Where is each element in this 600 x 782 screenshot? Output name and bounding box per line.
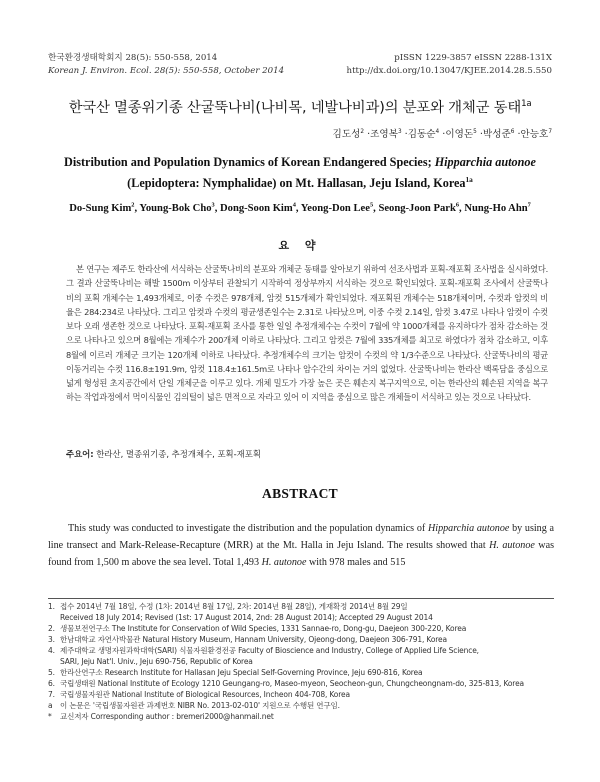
title-korean-text: 한국산 멸종위기종 산굴뚝나비(나비목, 네발나비과)의 분포와 개체군 동태 — [68, 100, 522, 116]
author-separator: · — [439, 129, 446, 140]
title-english-species: Hipparchia autonoe — [434, 155, 536, 169]
author-name-en: Yeong-Don Lee — [300, 203, 370, 214]
abstract-korean: 본 연구는 제주도 한라산에 서식하는 산굴뚝나비의 분포와 개체군 동태를 알아보기 위하여 선조사법과 포획-재포획 조사법을 실시하였다. 그 결과 산굴뚝나비는 해발 1500m 이상부터 관찰되기 시작하여 정상부까지 서식하는 것으로 확인되었다. 포획-재포획 조사에서 산굴뚝나비의 포획 개체수는 1,493개체로, 이중 수컷은 978개체, 암컷 515개체가 확인되었다. 재포획된 개체수는 518개체이며, 수컷과 암컷의 비율은 284:234로 나타났다. 그리고 암컷과 수컷의 평균생존일수는 2.31로 나타났으며, 이중 수컷 2.14일, 암컷 3.47로 나타나 암컷이 수컷 보다 오래 생존한 것으로 나타났다. 포획-재포획 조사를 통한 일일 추정개체수는 수컷이 7월에 약 1000개체를 유지하다가 점차 감소하는 것으로 나타나고 있으며 8월에는 개체수가 200개체 이하로 나타났다. 그리고 암컷은 7월에 335개체를 최고로 하였다가 점차 감소하고, 이후 8월에 이르러 개체군 크기는 120개체 이하로 나타났다. 추정개체수의 크기는 암컷이 수컷의 약 1/3수준으로 나타났다. 산굴뚝나비의 평균 이동거리는 수컷 116.8±191.9m, 암컷 118.4±161.5m로 나타나 암수간의 차이는 거의 없었다. 산굴뚝나비는 한라산 백록담을 중심으로 넓게 형성된 초지공간에서 단일 개체군을 이루고 있다. 개체 밀도가 가장 높은 곳은 훼손지 복구지역으로, 이는 한라산의 훼손된 지역을 복구하는 작업과정에서 먹이식물인 김의털이 넓은 면적으로 자라고 있어 이 지역을 중심으로 많은 개체들이 서식하고 있는 것으로 나타났다. — [66, 264, 548, 403]
author-name-en: Seong-Joon Park — [378, 203, 456, 214]
abstract-en-text: was found from 1,500 m above the sea level. Total 1,493 — [48, 540, 554, 568]
abstract-english-heading: ABSTRACT — [262, 486, 338, 501]
footnote-line: 국립생물자원관 National Institute of Biological Resources, Incheon 404-708, Korea — [60, 690, 350, 700]
author-affiliation-mark: 5 — [369, 201, 374, 209]
footnote-line: 이 논문은 '국립생물자원관 과제번호 NIBR No. 2013-02-010' 지원으로 수행된 연구임. — [60, 701, 340, 711]
author-name-en: Nung-Ho Ahn — [464, 203, 528, 214]
author-name-kr: 박성준 — [482, 129, 511, 140]
author-separator: , — [134, 203, 140, 214]
author-separator: · — [514, 129, 521, 140]
abstract-en-text: by using a line transect and Mark-Release-Recapture (MRR) at the Mt. Halla in Jeju Island. The results showed that — [48, 523, 554, 551]
footnote-divider — [48, 598, 554, 599]
abstract-en-text: This study was conducted to investigate the distribution and the population dynamics of — [68, 523, 428, 534]
footnote-line: 생물보전연구소 The Institute for Conservation of Wild Species, 1331 Sannae-ro, Dong-gu, Daejeon 300-220, Korea — [60, 624, 467, 634]
footnote — [48, 689, 554, 700]
footnote — [48, 700, 554, 711]
authors-english — [30, 203, 570, 214]
abstract-en-species: H. autonoe — [489, 540, 535, 551]
footnote-line: 교신저자 Corresponding author : bremeri2000@hanmail.net — [60, 712, 274, 722]
author-affiliation-mark: 7 — [527, 201, 531, 209]
title-english-note: 1a — [465, 174, 473, 184]
footnote-line: 한라산연구소 Research Institute for Hallasan Jeju Special Self-Governing Province, Jeju 690-816, Korea — [60, 668, 423, 678]
footnote-mark: a — [48, 701, 53, 711]
author-affiliation-mark: 2 — [360, 128, 365, 135]
author-name-en: Dong-Soon Kim — [220, 203, 293, 214]
doi-link[interactable]: http://dx.doi.org/10.13047/KJEE.2014.28.5.550 — [346, 66, 552, 76]
footnote-mark: 3. — [48, 635, 55, 645]
title-korean — [40, 96, 560, 117]
footnote — [48, 678, 554, 689]
title-korean-note: 1a — [521, 99, 532, 110]
abstract-korean-heading: 요 약 — [278, 239, 322, 252]
keywords-label: 주요어: — [66, 449, 94, 459]
footnote-line: 국립생태원 National Institute of Ecology 1210 Geungang-ro, Maseo-myeon, Seocheon-gun, Chungcheongnam-do, 325-813, Korea — [60, 679, 524, 689]
journal-citation-kr: 한국환경생태학회지 28(5): 550-558, 2014 — [48, 53, 218, 63]
author-name-kr: 이영돈 — [445, 129, 474, 140]
title-english — [30, 152, 570, 194]
footnote — [48, 623, 554, 634]
author-separator: , — [214, 203, 220, 214]
author-separator: · — [476, 129, 483, 140]
author-separator: · — [364, 129, 371, 140]
footnote-mark: * — [48, 712, 52, 722]
keywords-list: 한라산, 멸종위기종, 추정개체수, 포획-재포획 — [96, 449, 261, 459]
abstract-en-species: Hipparchia autonoe — [427, 523, 510, 534]
author-affiliation-mark: 2 — [131, 201, 135, 209]
footnote-mark: 4. — [48, 646, 55, 656]
footnote-mark: 7. — [48, 690, 55, 700]
author-name-kr: 김동순 — [407, 129, 436, 140]
footnote — [48, 667, 554, 678]
author-separator: , — [459, 203, 465, 214]
author-name-kr: 조영복 — [370, 129, 398, 140]
author-affiliation-mark: 7 — [548, 128, 552, 135]
journal-identifiers — [347, 52, 552, 78]
footnote — [48, 711, 554, 722]
author-affiliation-mark: 3 — [211, 201, 215, 209]
author-name-kr: 안능호 — [520, 129, 549, 140]
footnote-line: 제주대학교 생명자원과학대학(SARI) 식물자원환경전공 Faculty of Bioscience and Industry, College of Applied Life Science, — [60, 646, 479, 656]
author-affiliation-mark: 4 — [292, 201, 296, 209]
footnote-mark: 5. — [48, 668, 55, 678]
author-affiliation-mark: 6 — [510, 128, 515, 135]
author-name-en: Do-Sung Kim — [69, 203, 132, 214]
keywords — [66, 448, 261, 460]
title-english-line1: Distribution and Population Dynamics of Korean Endangered Species; — [64, 155, 435, 169]
footnotes — [48, 601, 554, 723]
issn: pISSN 1229-3857 eISSN 2288-131X — [394, 53, 552, 63]
footnote — [48, 634, 554, 645]
authors-korean — [333, 126, 552, 140]
author-separator: , — [373, 203, 379, 214]
author-affiliation-mark: 5 — [473, 128, 477, 135]
author-name-en: Young-Bok Cho — [139, 203, 212, 214]
author-name-kr: 김도성 — [332, 129, 361, 140]
footnote-line: 접수 2014년 7월 18일, 수정 (1차: 2014년 8월 17일, 2차: 2014년 8월 28일), 게재확정 2014년 8월 29일 — [60, 602, 408, 611]
title-english-line2: (Lepidoptera: Nymphalidae) on Mt. Hallasan, Jeju Island, Korea — [127, 176, 466, 190]
footnote-mark: 2. — [48, 624, 55, 634]
journal-citation — [48, 52, 284, 78]
footnote-line: SARI, Jeju Nat'l. Univ., Jeju 690-756, Republic of Korea — [60, 657, 253, 667]
footnote — [48, 645, 554, 667]
footnote-mark: 6. — [48, 679, 55, 689]
author-affiliation-mark: 3 — [397, 128, 402, 135]
abstract-english — [48, 520, 554, 571]
footnote-mark: 1. — [48, 602, 55, 611]
author-separator: · — [401, 129, 408, 140]
abstract-en-text: with 978 males and 515 — [306, 557, 406, 568]
footnote — [48, 601, 554, 623]
author-affiliation-mark: 4 — [435, 128, 440, 135]
abstract-en-species: H. autonoe — [261, 557, 307, 568]
author-affiliation-mark: 6 — [455, 201, 460, 209]
journal-citation-en: Korean J. Environ. Ecol. 28(5): 550-558, October 2014 — [48, 66, 285, 76]
footnote-line: Received 18 July 2014; Revised (1st: 17 August 2014, 2nd: 28 August 2014); Accepted 29 August 2014 — [60, 613, 433, 623]
footnote-line: 한남대학교 자연사박물관 Natural History Museum, Hannam University, Ojeong-dong, Daejeon 306-791, Korea — [60, 635, 447, 645]
author-separator: , — [295, 203, 301, 214]
